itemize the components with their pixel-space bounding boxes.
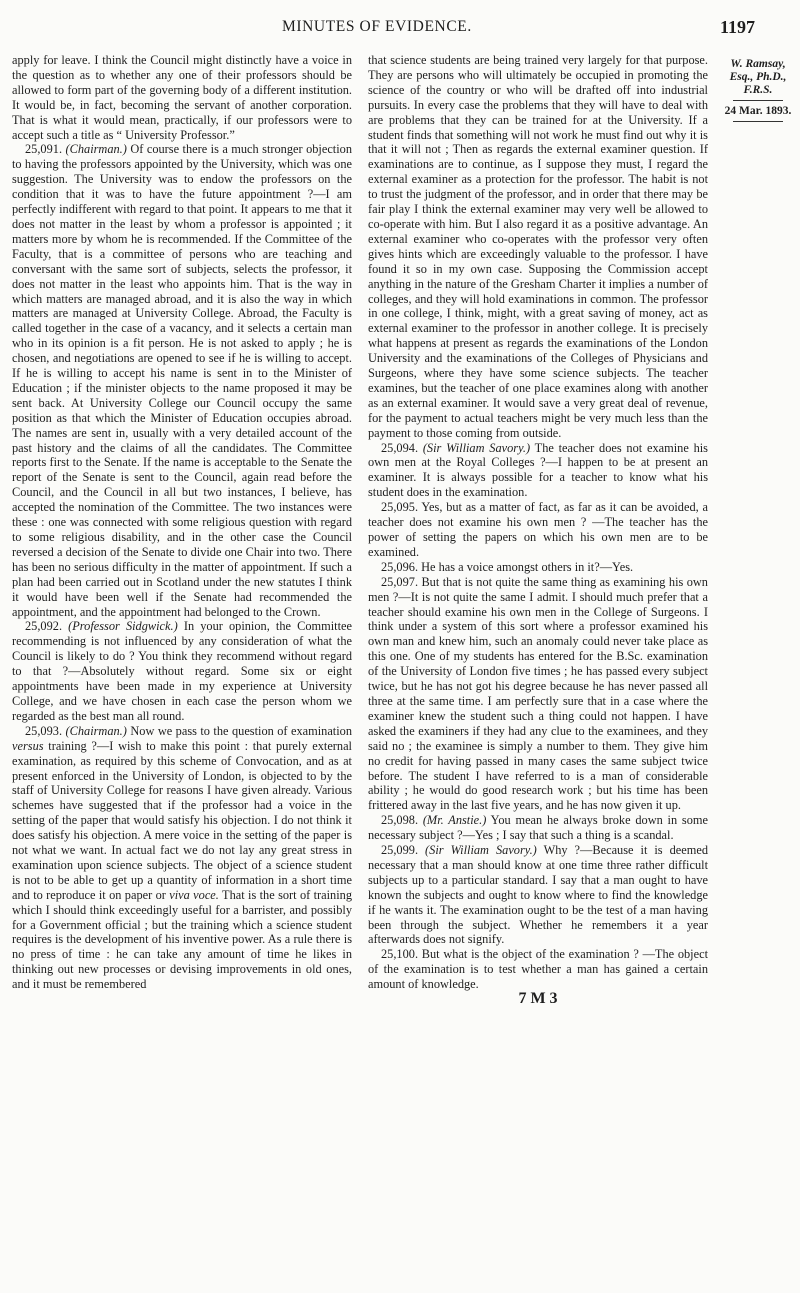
paragraph: apply for leave. I think the Council might distinctly have a voice in the question as to whether any one of their professors should be allowed to form part of the governing body of a different institution. It would be, in fact, becoming the servant of another corporation. That is what it would mean, practically, if our professors were to accept such a title as “ University Professor.”: [12, 53, 352, 142]
speaker: (Sir William Savory.): [422, 440, 531, 455]
question-number: 25,095.: [381, 500, 419, 515]
witness-fellowship: F.R.S.: [743, 84, 773, 96]
margin-note: [720, 58, 796, 122]
question-number: 25,092.: [25, 619, 63, 634]
printer-signature: 7 M 3: [518, 990, 558, 1008]
question-number: 25,093.: [25, 723, 63, 738]
paragraph: 25,098. (Mr. Anstie.) You mean he always broke down in some necessary subject ?—Yes ; I say that such a thing is a scandal.: [368, 813, 708, 843]
speaker: (Chairman.): [65, 142, 127, 157]
speaker: (Chairman.): [65, 723, 127, 738]
question-number: 25,099.: [381, 843, 419, 858]
margin-rule: [733, 121, 783, 122]
question-number: 25,091.: [25, 142, 63, 157]
paragraph: that science students are being trained very largely for that purpose. They are persons who will ultimately be occupied in promoting the science of the country or who will be drafted off into industrial pursuits. In every case the problems that they will have to deal with are problems that they can be trained for at the University. If a student finds that something will not work he must find out why it is that it will not ; Then as regards the external examiner question. If examinations are to continue, as I suppose they must, I regard the external examiner as a protection for the professor. The habit is not to trust the judgment of the professor, and in order that there may be fair play I think the external examiner may very well be allowed to co-operate with him. But I also regard it as a positive advantage. An external examiner who co-operates with the professor very often gives hints which are exceedingly valuable to the professor. I have found it so in my own case. Supposing the Commission accept anything in the nature of the Gresham Charter it implies a number of colleges, and they will hold examinations in common. The professor in one college, I think, might, with a great saving of money, act as external examiner to the professor in another college. It is precisely what happens at present as regards the examinations of the London University and the examinations of the Colleges of Physicians and Surgeons, where they have some science subjects. The teacher examines, but the teacher of one place examines along with another as an external examiner. It would save a very great deal of revenue, for the payment to actual teachers might be very much less than the payment to those coming from outside.: [368, 53, 708, 440]
speaker: (Professor Sidgwick.): [68, 619, 178, 634]
speaker: (Sir William Savory.): [425, 843, 537, 858]
paragraph: 25,094. (Sir William Savory.) The teacher does not examine his own men at the Royal Colleges ?—I happen to be at present an examiner. It is always possible for a teacher to know what his student does in the examination.: [368, 440, 708, 500]
paragraph: 25,100. But what is the object of the examination ? —The object of the examination is to test whether a man has gained a certain amount of knowledge.: [368, 947, 708, 992]
left-column: [12, 53, 352, 992]
paragraph: 25,091. (Chairman.) Of course there is a much stronger objection to having the professors appointed by the University, which was one suggestion. The University was to endow the professors on the condition that it was to have the future appointment ?—I am perfectly indifferent with regard to that point. It appears to me that it does not matter in the least by whom a professor is appointed ; it matters more by whom he is recommended. If the Committee of the Faculty, that is a committee of persons who are teaching and conversant with the same sort of subjects, selects the professor, it does not matter in the least who appoints him. That is the way in which matters are managed abroad, and it is also the way in which matters are managed at University College. Abroad, the Faculty is called together in the case of a vacancy, and it selects a certain man who in its opinion is a fit person. He is not asked to apply ; he is chosen, and negotiations are opened to see if he is willing to accept. If he is willing to accept his name is sent in to the Minister of Education ; if the minister objects to the name proposed it may be sent back. At University College our Council occupy the same position as that which the Minister of Education occupies abroad. The names are sent in, usually with a very detailed account of the past history and the claims of all the candidates. The Committee reports first to the Senate. If the name is acceptable to the Senate the report of the Senate is sent to the Council, again read before the Council, and the Council in all but two instances, I believe, has accepted the nomination of the Committee. The two instances were these : one was connected with some religious question with regard to some religious disability, and in the other case the Council reversed a decision of the Senate to divide one Chair into two. There has been no serious difficulty in the matter of appointment. If such a plan had been carried out in Scotland under the new statutes I think it would have been well if the Senate had recommended the appointment, and the appointment had belonged to the Crown.: [12, 142, 353, 619]
paragraph: 25,096. He has a voice amongst others in it?—Yes.: [381, 559, 634, 574]
evidence-date: 24 Mar. 1893.: [724, 105, 792, 117]
paragraph: 25,097. But that is not quite the same thing as examining his own men ?—It is not quite the same I admit. I should much prefer that a teacher should examine his own men in the College of Surgeons. I think under a system of this sort where a professor examined his own man and knew him, such an anomaly could never take place as this one. One of my students has entered for the B.Sc. examination of the University of London five times ; he has passed every subject twice, but he has not got his degree because he has never passed all three at the same time. I am perfectly sure that in a case where the examiner knew the student such a thing could not happen. I have asked the examiners if they had any clue to the examinees, and they said no ; the examinee is simply a number to them. They give him no credit for having passed in many cases the same subject twice before. The student I have referred to is a man of considerable ability ; he would do good research work ; but his time has been frittered away in the last five years, and he has now given it up.: [368, 574, 708, 813]
witness-name: W. Ramsay,: [730, 58, 786, 70]
running-title: MINUTES OF EVIDENCE.: [282, 18, 472, 35]
paragraph: 25,095. Yes, but as a matter of fact, as far as it can be avoided, a teacher does not examine his own men ? —The teacher has the power of setting the papers on which his own men are to be examined.: [368, 500, 708, 559]
question-number: 25,098.: [381, 813, 419, 828]
right-column: [368, 53, 708, 1007]
paragraph: 25,099. (Sir William Savory.) Why ?—Because it is deemed necessary that a man should know at one time three rather difficult subjects up to a particular standard. I say that a man ought to have known the subjects and ought to know where to find the knowledge if he wants it. The examination ought to be the test of a man having been through the subject. Whether he remembers it a year afterwards does not signify.: [368, 843, 708, 947]
page-header: [0, 18, 800, 38]
question-number: 25,094.: [381, 440, 419, 455]
paragraph: 25,092. (Professor Sidgwick.) In your opinion, the Committee recommending is not influenced by any consideration of what the Council is likely to do ? You think they recommend without regard to that ?—Absolutely without regard. Some six or eight appointments have been made in my experience at University College, and we have chosen in each case the person whom we regarded as the best man all round.: [12, 619, 352, 723]
paragraph: 25,093. (Chairman.) Now we pass to the question of examination versus training ?—I wish to make this point : that purely external examination, as required by this scheme of Convocation, and as at present enforced in the University of London, is objected to by the staff of University College for reasons I have given already. Various schemes have suggested that if the professor had a voice in the setting of the paper that would satisfy his objection. I do not think it does satisfy his objection. A mere voice in the setting of the paper is not what we want. In actual fact we do not lay any great stress in examination upon science subjects. The object of a science student is not to be able to get up a quantity of information in a short time and to reproduce it on paper or viva voce. That is the sort of training which I should think exceedingly useful for a barrister, and possibly for a Government official ; but the training which a science student requires is the development of his inventive power. As a rule there is no press of time : he can take any amount of time he likes in thinking out new processes or devising improvements in old ones, and it must be remembered: [12, 723, 353, 992]
question-number: 25,097.: [381, 574, 419, 589]
question-number: 25,100.: [381, 947, 419, 962]
speaker: (Mr. Anstie.): [422, 813, 487, 828]
margin-rule: [733, 100, 783, 101]
witness-degrees: Esq., Ph.D.,: [729, 71, 787, 83]
question-number: 25,096.: [381, 559, 419, 574]
page-number: 1197: [720, 17, 756, 37]
